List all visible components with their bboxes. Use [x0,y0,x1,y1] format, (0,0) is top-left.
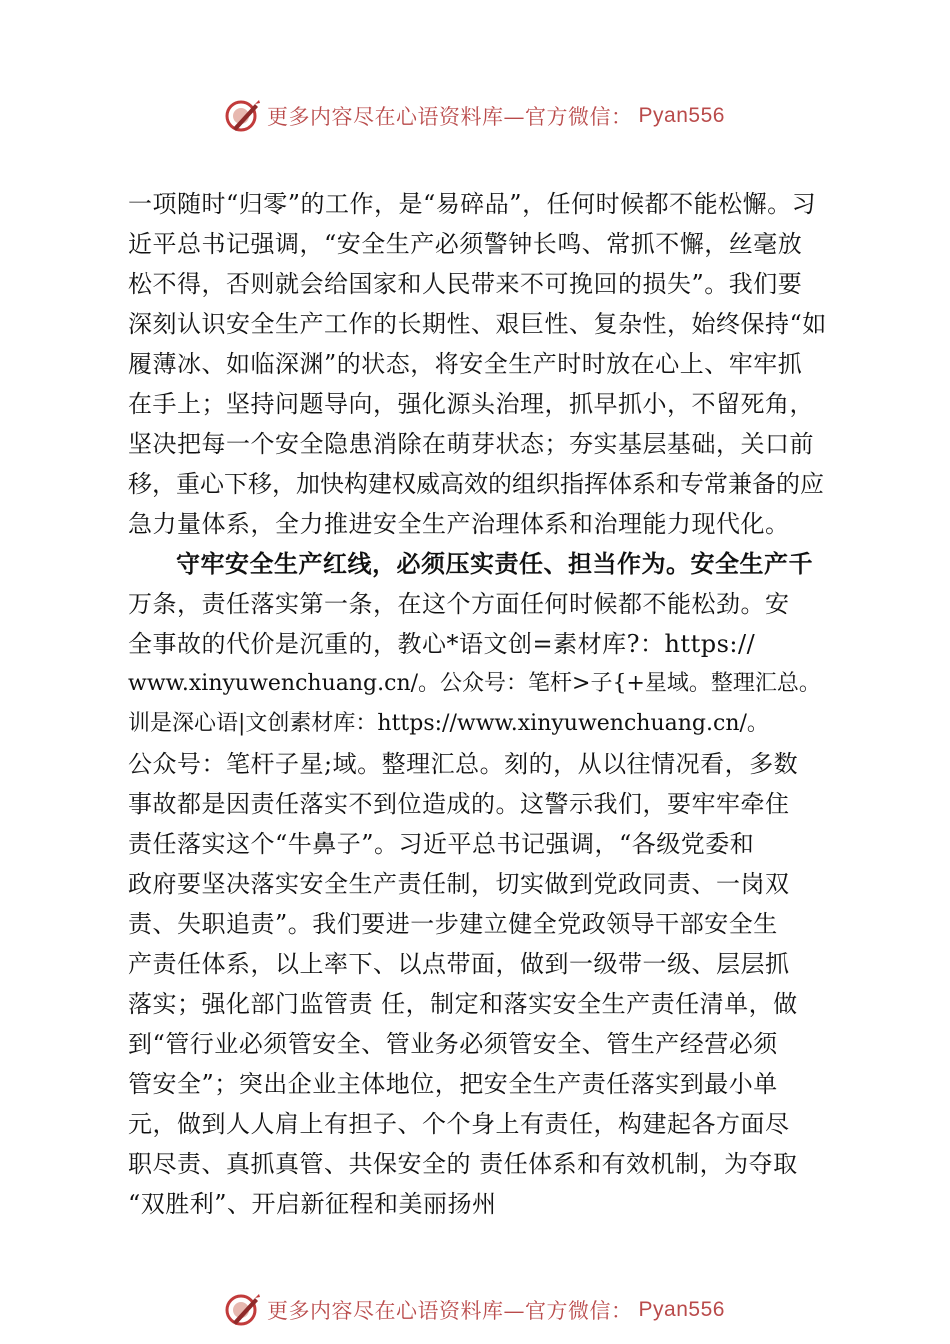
footer-banner [0,1288,950,1332]
text-line: 元，做到人人肩上有担子、个个身上有责任，构建起各方面尽 [128,1110,790,1138]
text-line: 急力量体系，全力推进安全生产治理体系和治理能力现代化。 [128,510,790,538]
text-line: 责、失职追责”。我们要进一步建立健全党政领导干部安全生 [128,910,778,938]
text-line: 近平总书记强调，“安全生产必须警钟长鸣、常抓不懈，丝毫放 [128,230,803,258]
text-line: 产责任体系，以上率下、以点带面，做到一级带一级、层层抓 [128,950,790,978]
text-line: 在手上；坚持问题导向，强化源头治理，抓早抓小，不留死角， [128,390,814,418]
wechat-id: Pyan556 [638,1298,725,1321]
text-line: 事故都是因责任落实不到位造成的。这警示我们，要牢牢牵住 [128,790,790,818]
text-line: 训是深心语|文创素材库：https://www.xinyuwenchuang.cn/。 [128,711,769,736]
text-line: 移，重心下移，加快构建权威高效的组织指挥体系和专常兼备的应 [128,470,824,498]
text-line: 落实；强化部门监管责 任，制定和落实安全生产责任清单，做 [128,990,798,1018]
text-line: 到“管行业必须管安全、管业务必须管安全、管生产经营必须 [128,1030,778,1058]
text-line: 万条，责任落实第一条，在这个方面任何时候都不能松劲。安 [128,590,790,618]
document-body [128,184,840,1224]
text-line: 管安全”；突出企业主体地位，把安全生产责任落实到最小单 [128,1070,778,1098]
text-line: 坚决把每一个安全隐患消除在萌芽状态；夯实基层基础，关口前 [128,430,814,458]
text-line: 责任落实这个“牛鼻子”。习近平总书记强调，“各级党委和 [128,830,755,858]
text-line: 公众号：笔杆子星;域。整理汇总。刻的，从以往情况看，多数 [128,750,799,778]
wechat-id: Pyan556 [638,104,725,127]
text-line: www.xinyuwenchuang.cn/。公众号：笔杆>子{+星域。整理汇总。 [128,671,821,696]
text-line: 松不得，否则就会给国家和人民带来不可挽回的损失”。我们要 [128,270,803,298]
text-line: 全事故的代价是沉重的，教心*语文创=素材库?：https:// [128,630,756,658]
text-line: 一项随时“归零”的工作，是“易碎品”，任何时候都不能松懈。习 [128,190,817,218]
text-line: 政府要坚决落实安全生产责任制，切实做到党政同责、一岗双 [128,870,790,898]
header-banner [0,94,950,138]
pen-logo-icon [225,98,261,134]
text-line: “双胜利”、开启新征程和美丽扬州 [128,1190,497,1218]
text-line: 履薄冰、如临深渊”的状态，将安全生产时时放在心上、牢牢抓 [128,350,803,378]
pen-logo-icon [225,1292,261,1328]
paragraph-heading-line: 守牢安全生产红线，必须压实责任、担当作为。安全生产千 [176,549,813,578]
banner-text: 更多内容尽在心语资料库—官方微信： [267,105,633,129]
text-line: 职尽责、真抓真管、共保安全的 责任体系和有效机制，为夺取 [128,1150,798,1178]
text-line: 深刻认识安全生产工作的长期性、艰巨性、复杂性，始终保持“如 [128,310,827,338]
banner-text: 更多内容尽在心语资料库—官方微信： [267,1299,633,1323]
